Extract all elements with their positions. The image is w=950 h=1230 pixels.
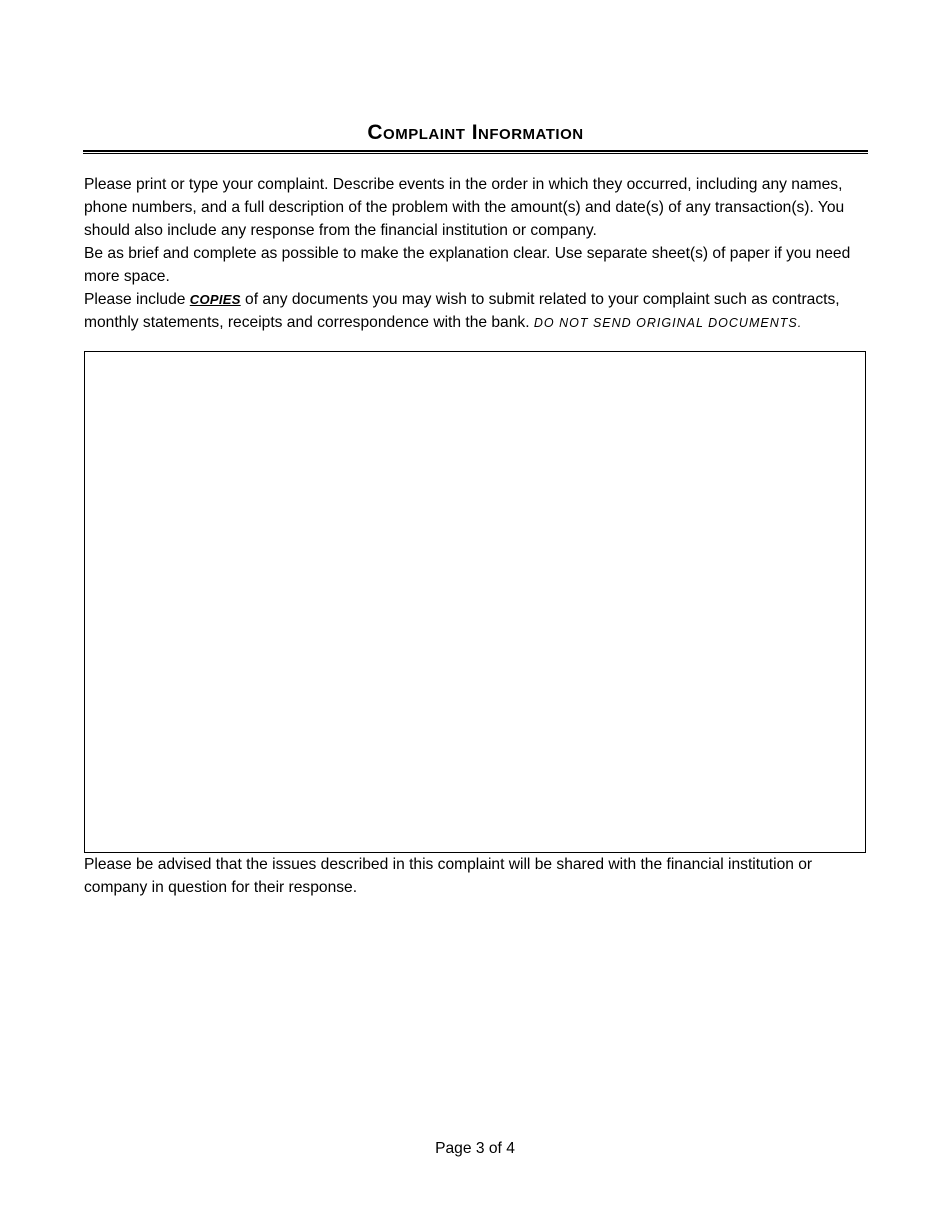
- instructions-paragraph-2: Be as brief and complete as possible to make the explanation clear. Use separate sheet(s) of paper if you need more space.: [84, 245, 851, 285]
- complaint-text-area[interactable]: [84, 351, 866, 853]
- instructions-copies-prefix: Please include: [84, 291, 190, 308]
- title-double-rule: [83, 150, 868, 154]
- page-number: Page 3 of 4: [435, 1140, 515, 1157]
- advisory-notice: Please be advised that the issues described in this complaint will be shared with the financial institution or company in question for their response.: [84, 856, 813, 896]
- do-not-send-originals-warning: DO NOT SEND ORIGINAL DOCUMENTS.: [533, 316, 803, 330]
- instructions-paragraph-3: [84, 288, 869, 334]
- instructions-block: [84, 173, 869, 334]
- instructions-copies-suffix: of any documents you may wish to submit related to your complaint such as contracts, monthly statements, receipts and correspondence with the bank.: [84, 291, 840, 331]
- copies-emphasis: COPIES: [189, 292, 241, 307]
- instructions-paragraph-1: Please print or type your complaint. Describe events in the order in which they occurred, including any names, phone numbers, and a full description of the problem with the amount(s) and date(s) of any transaction(s). You should also include any response from the financial institution or company.: [84, 176, 845, 239]
- section-title: Complaint Information: [367, 121, 584, 144]
